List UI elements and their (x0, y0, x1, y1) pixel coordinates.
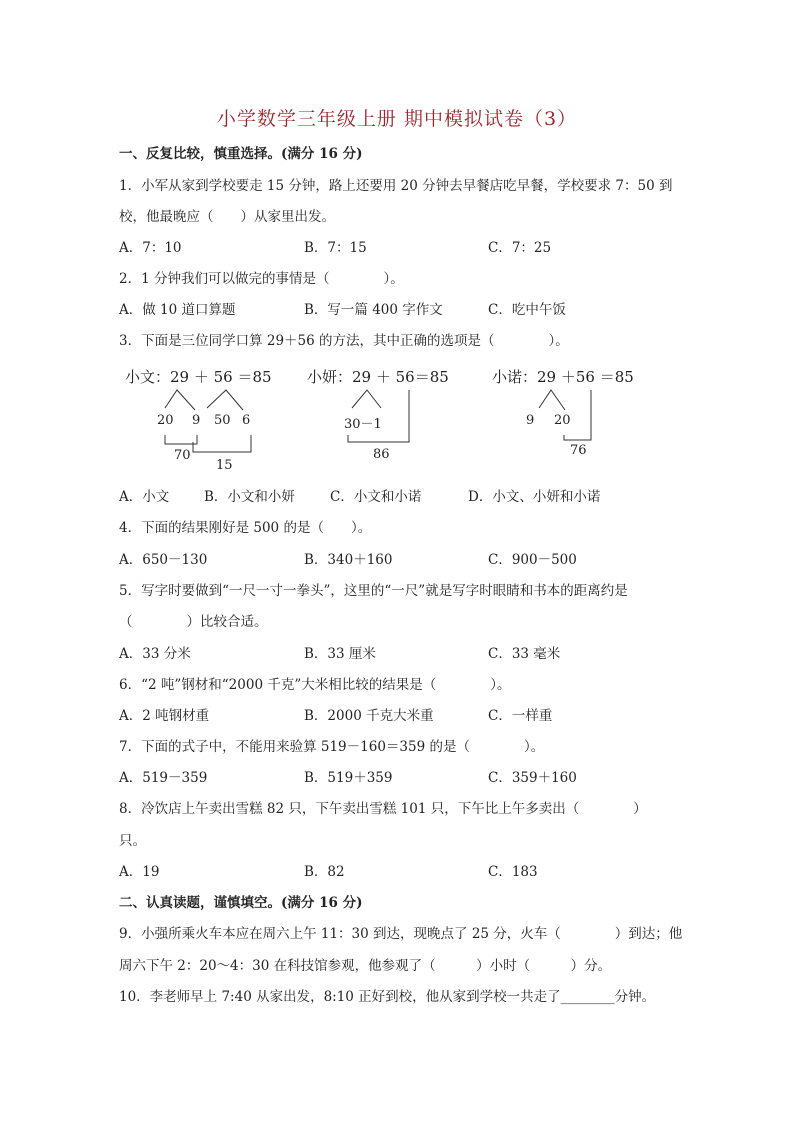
q5-option-a[interactable]: A．33 分米 (119, 646, 191, 662)
q3-option-b[interactable]: B．小文和小妍 (204, 489, 295, 505)
q7-option-c[interactable]: C．359＋160 (488, 770, 577, 786)
method-xiaonuo-sum: 76 (570, 443, 587, 458)
q6-option-c[interactable]: C．一样重 (488, 708, 553, 724)
q3-option-a[interactable]: A．小文 (119, 489, 170, 505)
q6-option-b[interactable]: B．2000 千克大米重 (304, 708, 434, 724)
q5-text-line1: 5．写字时要做到“一尺一寸一拳头”，这里的“一尺”就是写字时眼睛和书本的距离约是 (119, 583, 628, 599)
method-xiaowen-part: 20 (157, 413, 174, 428)
q4-option-a[interactable]: A．650－130 (119, 552, 208, 568)
q4-option-b[interactable]: B．340＋160 (304, 552, 393, 568)
q4-option-c[interactable]: C．900－500 (488, 552, 577, 568)
q3-option-d[interactable]: D．小文、小妍和小诺 (468, 489, 601, 505)
q3-text: 3．下面是三位同学口算 29＋56 的方法，其中正确的选项是（ ）。 (119, 333, 569, 349)
q9-text-line1: 9．小强所乘火车本应在周六上午 11：30 到达，现晚点了 25 分，火车（ ）到达；他 (119, 926, 683, 942)
q5-option-b[interactable]: B．33 厘米 (304, 646, 376, 662)
method-xiaowen-part: 9 (192, 413, 201, 428)
q7-text: 7．下面的式子中，不能用来验算 519－160＝359 的是（ ）。 (119, 739, 545, 755)
q2-option-b[interactable]: B．写一篇 400 字作文 (304, 302, 443, 318)
q6-text: 6．“2 吨”钢材和“2000 千克”大米相比较的结果是（ ）。 (119, 677, 511, 693)
method-xiaoyan-expr: 小妍：29 ＋ 56＝85 (307, 368, 449, 386)
q8-text-line1: 8．冷饮店上午卖出雪糕 82 只，下午卖出雪糕 101 只，下午比上午多卖出（ ） (119, 801, 647, 817)
method-xiaoyan-sum: 86 (373, 447, 390, 462)
q8-option-b[interactable]: B．82 (304, 864, 345, 880)
q1-option-b[interactable]: B．7：15 (304, 240, 367, 256)
q4-text: 4．下面的结果刚好是 500 的是（ ）。 (119, 520, 372, 536)
q1-option-a[interactable]: A．7：10 (119, 240, 182, 256)
page-title: 小学数学三年级上册 期中模拟试卷（3） (216, 108, 578, 130)
q6-option-a[interactable]: A．2 吨钢材重 (119, 708, 210, 724)
q2-option-c[interactable]: C．吃中午饭 (488, 302, 566, 318)
q1-option-c[interactable]: C．7：25 (488, 240, 552, 256)
q8-text-line2: 只。 (119, 833, 146, 849)
q1-text-line1: 1．小军从家到学校要走 15 分钟，路上还要用 20 分钟去早餐店吃早餐，学校要求 7：50 到 (119, 178, 673, 194)
q3-methods-figure (119, 360, 679, 480)
q9-text-line2: 周六下午 2：20～4：30 在科技馆参观，他参观了（ ）小时（ ）分。 (119, 958, 612, 974)
q10-text: 10．李老师早上 7:40 从家出发，8:10 正好到校，他从家到学校一共走了________分钟。 (119, 989, 656, 1005)
method-xiaoyan-part: 30－1 (344, 417, 382, 432)
method-xiaowen-expr: 小文：29 ＋ 56 ＝85 (125, 368, 272, 386)
method-xiaowen-part: 50 (214, 413, 231, 428)
q7-option-a[interactable]: A．519－359 (119, 770, 208, 786)
q8-option-a[interactable]: A．19 (119, 864, 160, 880)
q2-text: 2．1 分钟我们可以做完的事情是（ ）。 (119, 271, 404, 287)
section-2-heading: 二、认真读题，谨慎填空。(满分 16 分) (119, 895, 363, 911)
method-xiaonuo-expr: 小诺：29 ＋56 ＝85 (492, 368, 634, 386)
q1-text-line2: 校，他最晚应（ ）从家里出发。 (119, 209, 335, 225)
method-xiaowen-sum: 15 (216, 458, 233, 473)
q5-option-c[interactable]: C．33 毫米 (488, 646, 561, 662)
q7-option-b[interactable]: B．519＋359 (304, 770, 393, 786)
q2-option-a[interactable]: A．做 10 道口算题 (119, 302, 236, 318)
method-xiaowen-sum: 70 (174, 448, 191, 463)
q3-option-c[interactable]: C．小文和小诺 (330, 489, 422, 505)
method-xiaonuo-part: 20 (554, 413, 571, 428)
q5-text-line2: （ ）比较合适。 (119, 614, 268, 630)
q8-option-c[interactable]: C．183 (488, 864, 538, 880)
method-xiaonuo-part: 9 (526, 413, 535, 428)
section-1-heading: 一、反复比较，慎重选择。(满分 16 分) (119, 146, 363, 162)
method-xiaowen-part: 6 (242, 413, 251, 428)
